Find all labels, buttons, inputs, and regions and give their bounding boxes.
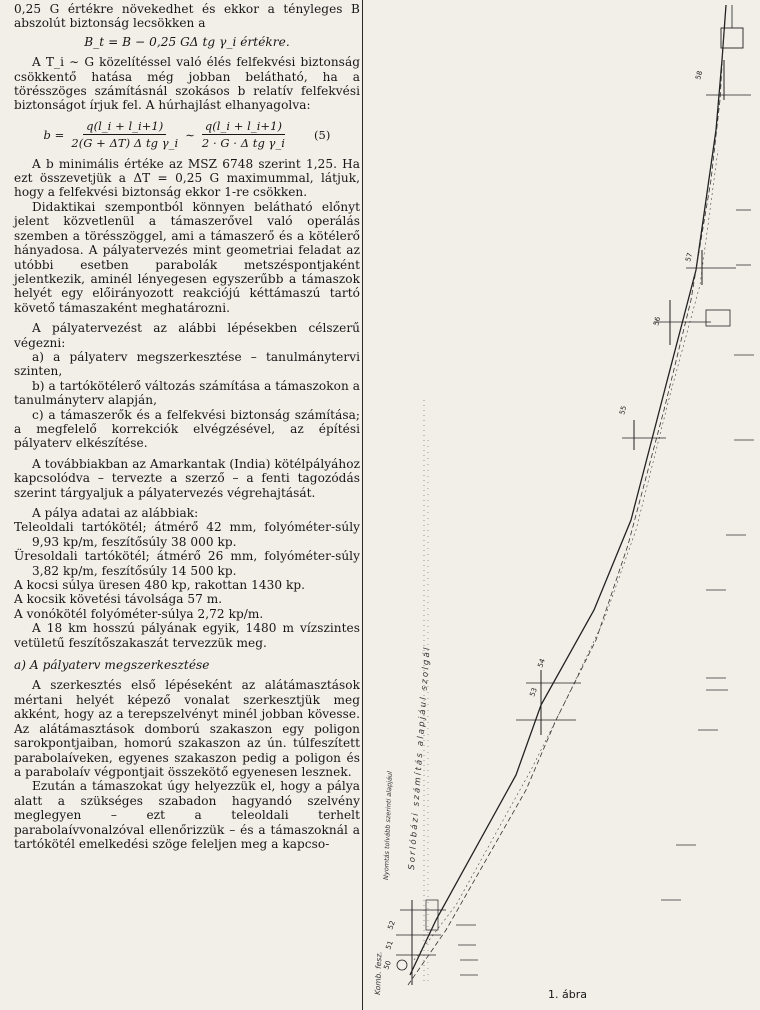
section-title: a) A pályaterv megszerkesztése <box>14 658 210 673</box>
rope-line <box>410 5 726 975</box>
support-54 <box>526 670 581 705</box>
support-52-51-50 <box>396 900 446 985</box>
equation-number: (5) <box>314 127 331 142</box>
terrain-line <box>408 30 724 985</box>
column-divider <box>362 0 363 1010</box>
support-label-56: 56 <box>652 315 663 327</box>
data-line-4: A kocsik követési távolsága 57 m. <box>14 592 223 607</box>
eq-sim: ∼ <box>185 127 195 142</box>
rotated-label-2: Nyomtás tolvább szerinti alapjául <box>382 770 394 881</box>
support-55 <box>622 420 666 450</box>
paragraph-1: 0,25 G értékre növekedhet és ekkor a tényleges B abszolút biztonság lecsökken a <box>14 2 360 31</box>
support-label-53: 53 <box>528 686 539 698</box>
figure-caption: 1. ábra <box>548 988 587 1001</box>
paragraph-8: A 18 km hosszú pályának egyik, 1480 m vízszintes vetületű feszítőszakaszát tervezzük meg. <box>14 621 360 650</box>
support-53 <box>516 705 576 735</box>
rotated-label-3: Komb. fesz. <box>373 951 384 996</box>
equation-5 <box>14 119 360 151</box>
support-label-50: 50 <box>382 959 393 971</box>
support-label-57: 57 <box>684 251 695 263</box>
support-label-58: 58 <box>694 69 705 81</box>
eq-fraction-1 <box>68 119 181 151</box>
eq-denominator-2: 2 · G · Δ tg γ_i <box>201 136 286 151</box>
data-line-1: Teleoldali tartókötél; átmérő 42 mm, folyóméter-súly 9,93 kp/m, feszítősúly 38 000 kp. <box>14 520 360 549</box>
eq-fraction-2 <box>199 119 288 151</box>
support-56 <box>654 300 730 345</box>
data-line-2: Üresoldali tartókötél; átmérő 26 mm, folyóméter-súly 3,82 kp/m, feszítősúly 14 500 kp. <box>14 549 360 578</box>
data-line-3: A kocsi súlya üresen 480 kp, rakottan 1430 kp. <box>14 578 306 593</box>
ropeway-profile-diagram <box>366 0 760 1010</box>
rotated-label-1: Sorlóbázi számítás alapjául szolgál <box>407 645 433 871</box>
text-column <box>14 2 360 851</box>
annotation-ticks <box>456 210 754 975</box>
paragraph-7: A pálya adatai az alábbiak: <box>32 506 199 520</box>
paragraph-3: A b minimális értéke az MSZ 6748 szerint 1,25. Ha ezt összevetjük a ΔT = 0,25 G maximummal, látjuk, hogy a felfekvési biztonság ekkor 1-re csökken. <box>14 156 360 200</box>
support-label-51: 51 <box>384 939 395 951</box>
eq-numerator-2: q(l_i + l_i+1) <box>202 119 285 135</box>
figure-1 <box>366 0 760 1010</box>
paragraph-9: A szerkesztés első lépéseként az alátámasztások mértani helyét képező vonalat szerkesztjük meg akként, hogy az a terepszelvényt minél jobban kövesse. Az alátámasztások domború szakaszon egy poligon sarokpontjaiban, homorú szakaszon az ún. túlfeszített parabolaíveken, egyenes szakaszon pedig a poligon és a parabolaív végpontjait összekötő egyenesen lesznek. <box>14 678 360 779</box>
paragraph-10: Ezután a támaszokat úgy helyezzük el, hogy a pálya alatt a szükséges szabadon hagyandó szelvény meglegyen – ezt a teleoldali terhelt parabolaívvonalzóval ellenőrizzük – és a támaszoknál a tartókötél emelkedési szöge feleljen meg a kapcso- <box>14 779 360 851</box>
list-item-b: b) a tartókötélerő változás számítása a támaszokon a tanulmányterv alapján, <box>14 378 360 408</box>
clearance-line <box>414 150 718 960</box>
list-item-a: a) a pályaterv megszerkesztése – tanulmánytervi szinten, <box>14 349 360 379</box>
eq-numerator-1: q(l_i + l_i+1) <box>83 119 166 135</box>
paragraph-4: Didaktikai szempontból könnyen belátható előnyt jelent közvetlenül a támaszerővel való operálás szemben a törésszöggel, ami a támaszerő és a kötélerő hányadosa. A pályatervezés mint geometriai feladat az utóbbi esetben parabolák metszéspontjaként jelentkezik, aminél lényegesen egyszerűbb a támaszok helyét egy előirányozott reakciójú kéttámaszú tartó követő támaszaként meghatározni. <box>14 199 360 315</box>
support-label-52: 52 <box>386 919 397 931</box>
support-label-54: 54 <box>536 657 547 669</box>
paragraph-5: A pályatervezést az alábbi lépésekben célszerű végezni: <box>14 321 360 350</box>
paragraph-6: A továbbiakban az Amarkantak (India) kötélpályához kapcsolódva – tervezte a szerző – a fenti tagozódás szerint tárgyaljuk a pályatervezés végrehajtását. <box>14 456 360 500</box>
support-label-55: 55 <box>618 404 629 416</box>
list-item-c: c) a támaszerők és a felfekvési biztonság számítása; a megfelelő korrekciók elvégzésével, az építési pályaterv elkészítése. <box>14 407 360 451</box>
paragraph-2: A T_i ∼ G közelítéssel való élés felfekvési biztonság csökkentő hatása még jobban belátható, ha a törésszöges számításnál szokásos b relatív felfekvési biztonságot írjuk fel. A húrhajlást elhanyagolva: <box>14 55 360 113</box>
eq-denominator-1: 2(G + ΔT) Δ tg γ_i <box>71 136 179 151</box>
data-line-5: A vonókötél folyóméter-súlya 2,72 kp/m. <box>14 606 264 621</box>
formula-bt: B_t = B − 0,25 GΔ tg γ_i értékre. <box>84 34 290 49</box>
eq-lhs: b = <box>43 127 65 142</box>
support-58 <box>706 5 751 100</box>
